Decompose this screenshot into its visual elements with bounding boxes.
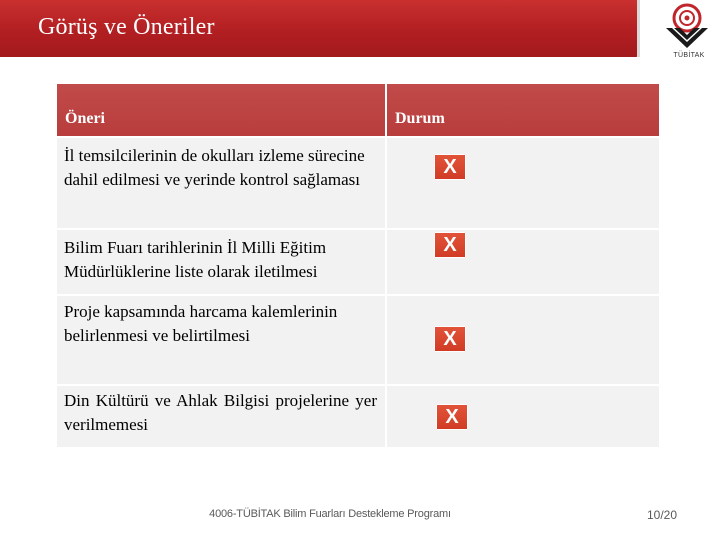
oneri-cell: Proje kapsamında harcama kalemlerinin belirlenmesi ve belirtilmesi [57,296,387,386]
oneri-cell: Din Kültürü ve Ahlak Bilgisi projelerine yer verilmemesi [57,386,387,449]
oneri-cell: İl temsilcilerinin de okulları izleme sürecine dahil edilmesi ve yerinde kontrol sağlaması [57,138,387,230]
durum-cell [387,230,661,296]
x-mark-icon: X [434,326,466,352]
durum-cell [387,296,661,386]
x-mark-icon: X [434,232,466,258]
footer-text: 4006-TÜBİTAK Bilim Fuarları Destekleme Programı [209,508,451,520]
x-mark-icon: X [434,154,466,180]
durum-cell [387,138,661,230]
table-row [57,386,661,449]
oneri-cell: Bilim Fuarı tarihlerinin İl Milli Eğitim Müdürlüklerine liste olarak iletilmesi [57,230,387,296]
table-header-row [57,84,661,138]
page-number: 10/20 [646,508,678,522]
title-bar [0,0,640,57]
x-mark-icon: X [436,404,468,430]
column-header-durum: Durum [387,84,661,138]
table-row [57,296,661,386]
table-row [57,138,661,230]
suggestions-table [55,83,661,449]
durum-cell [387,386,661,449]
column-header-oneri: Öneri [57,84,387,138]
logo-text: TÜBİTAK [673,52,705,59]
table-row [57,230,661,296]
page-title: Görüş ve Öneriler [38,14,215,40]
